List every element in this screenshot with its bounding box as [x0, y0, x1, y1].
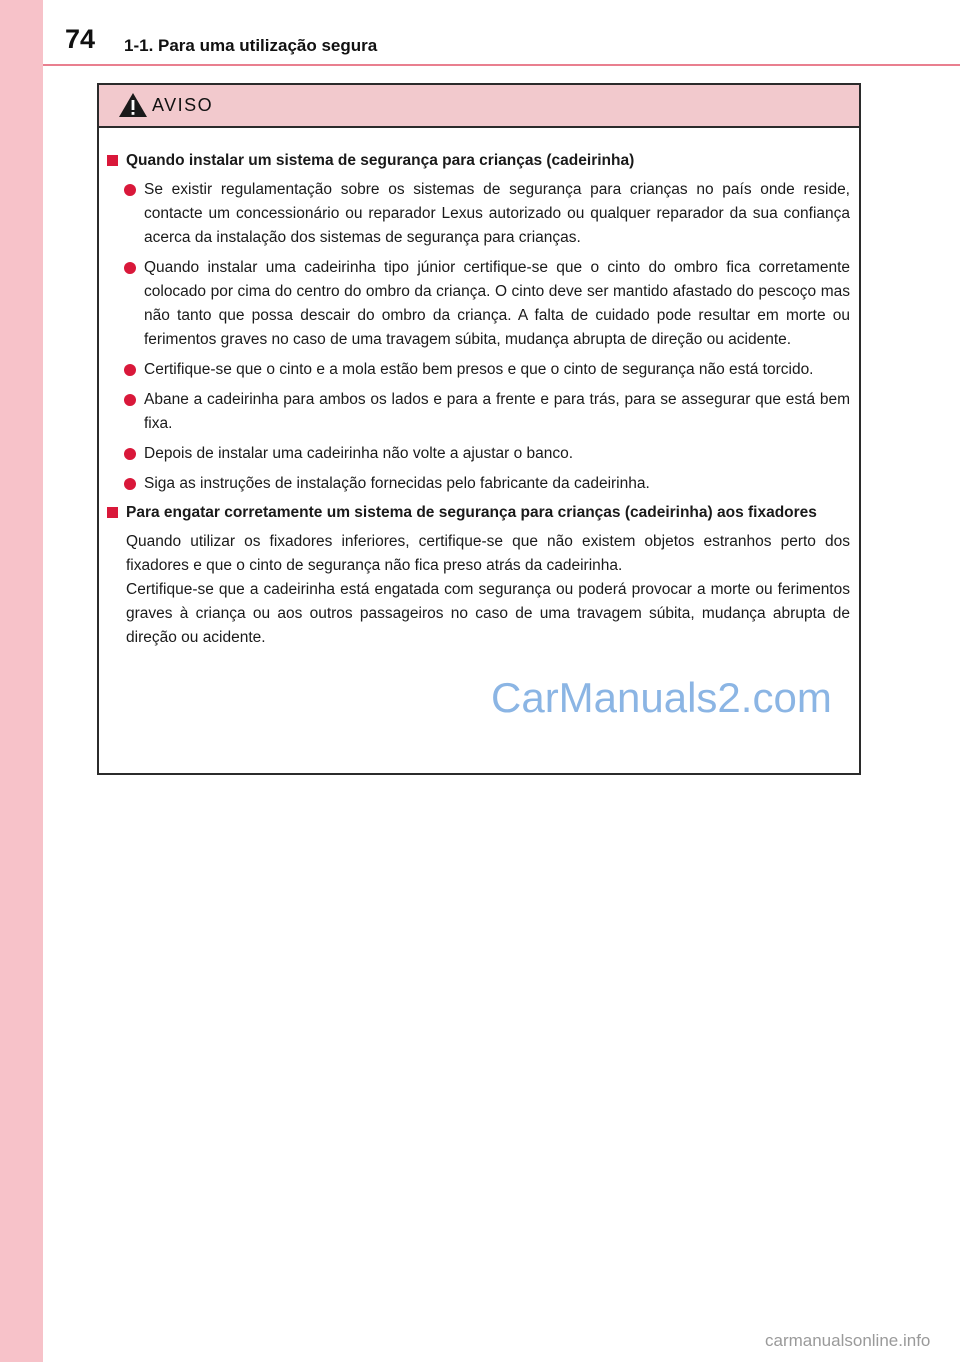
warning-header [99, 85, 859, 128]
list-item-text: Siga as instruções de instalação fornecidas pelo fabricante da cadeirinha. [144, 475, 650, 492]
warning-body [99, 128, 859, 650]
round-bullet-icon [124, 184, 136, 196]
paragraph: Quando utilizar os fixadores inferiores, certifique-se que não existem objetos estranhos perto dos fixadores e que o cinto de segurança não fica preso atrás da cadeirinha. [126, 533, 850, 574]
page-number: 74 [65, 24, 96, 54]
round-bullet-icon [124, 394, 136, 406]
list-item [106, 388, 850, 436]
watermark-text: CarManuals2.com [491, 674, 832, 721]
paragraph: Certifique-se que a cadeirinha está engatada com segurança ou poderá provocar a morte ou ferimentos graves à criança ou aos outros passageiros no caso de uma travagem súbita, mudança abrupta de direção ou acidente. [126, 581, 850, 646]
list-item [106, 472, 850, 496]
round-bullet-icon [124, 364, 136, 376]
warning-box [97, 83, 861, 775]
round-bullet-icon [124, 448, 136, 460]
section-heading [106, 150, 850, 172]
section-heading [106, 502, 850, 524]
square-bullet-icon [107, 507, 118, 518]
round-bullet-icon [124, 262, 136, 274]
list-item-text: Se existir regulamentação sobre os sistemas de segurança para crianças no país onde reside, contacte um concessionário ou reparador Lexus autorizado ou qualquer reparador da sua confiança acerca da instalação dos sistemas de segurança para crianças. [144, 181, 850, 246]
section-title: 1-1. Para uma utilização segura [124, 36, 378, 55]
list-item [106, 442, 850, 466]
list-item-text: Depois de instalar uma cadeirinha não volte a ajustar o banco. [144, 445, 574, 462]
header-divider [43, 64, 960, 66]
warning-triangle-icon [118, 92, 148, 118]
square-bullet-icon [107, 155, 118, 166]
list-item [106, 256, 850, 352]
list-item [106, 358, 850, 382]
warning-title: AVISO [152, 95, 214, 115]
list-item-text: Certifique-se que o cinto e a mola estão bem presos e que o cinto de segurança não está torcido. [144, 361, 814, 378]
list-item-text: Quando instalar uma cadeirinha tipo júnior certifique-se que o cinto do ombro fica corretamente colocado por cima do centro do ombro da criança. O cinto deve ser mantido afastado do pescoço mas não tanto que possa descair do ombro da criança. A falta de cuidado pode resultar em morte ou ferimentos graves no caso de uma travagem súbita, mudança abrupta de direção ou acidente. [144, 259, 850, 348]
round-bullet-icon [124, 478, 136, 490]
footer-watermark: carmanualsonline.info [765, 1331, 931, 1350]
section-heading-text: Quando instalar um sistema de segurança para crianças (cadeirinha) [126, 152, 635, 169]
list-item [106, 178, 850, 250]
list-item-text: Abane a cadeirinha para ambos os lados e para a frente e para trás, para se assegurar que está bem fixa. [144, 391, 850, 432]
section-heading-text: Para engatar corretamente um sistema de segurança para crianças (cadeirinha) aos fixadores [126, 504, 817, 521]
side-color-band [0, 0, 43, 1362]
page-header [43, 0, 960, 65]
